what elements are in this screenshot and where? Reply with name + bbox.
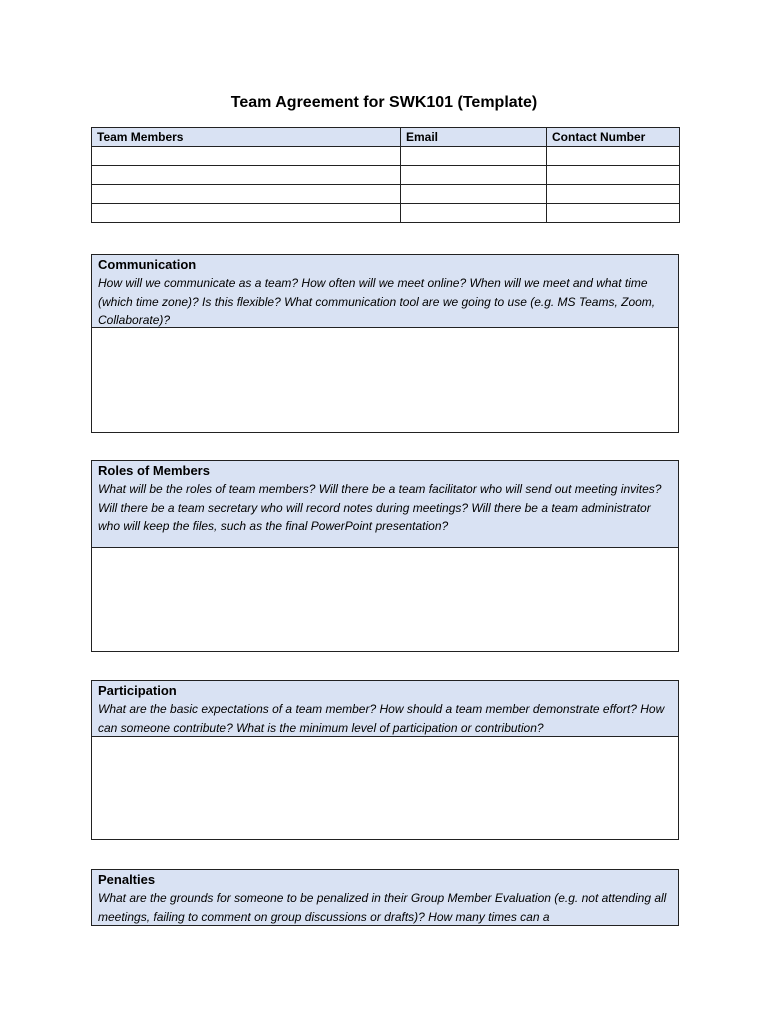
member-email-cell[interactable] — [401, 147, 547, 166]
team-members-table — [91, 127, 680, 223]
penalties-prompt: What are the grounds for someone to be penalized in their Group Member Evaluation (e.g. not attending all meetings, failing to comment on group discussions or drafts)? How many times can a — [98, 891, 667, 924]
roles-response-area[interactable] — [92, 548, 678, 651]
member-name-cell[interactable] — [92, 147, 401, 166]
penalties-section — [91, 869, 679, 926]
participation-response-area[interactable] — [92, 737, 678, 839]
communication-section — [91, 254, 679, 433]
member-contact-cell[interactable] — [547, 185, 680, 204]
roles-prompt: What will be the roles of team members? Will there be a team facilitator who will send out meeting invites? Will there be a team secretary who will record notes during meetings? Will there be a team administrator who will keep the files, such as the final PowerPoint presentation? — [98, 482, 662, 533]
communication-response-area[interactable] — [92, 328, 678, 432]
participation-section — [91, 680, 679, 840]
table-header-row — [92, 128, 680, 147]
member-contact-cell[interactable] — [547, 147, 680, 166]
penalties-title: Penalties — [98, 872, 156, 887]
member-name-cell[interactable] — [92, 185, 401, 204]
roles-title: Roles of Members — [98, 463, 210, 478]
table-row — [92, 147, 680, 166]
column-header-contact-number: Contact Number — [547, 128, 680, 147]
member-email-cell[interactable] — [401, 204, 547, 223]
member-contact-cell[interactable] — [547, 204, 680, 223]
communication-header — [92, 255, 678, 328]
participation-header — [92, 681, 678, 737]
document-title: Team Agreement for SWK101 (Template) — [230, 94, 538, 111]
communication-title: Communication — [98, 257, 197, 272]
table-row — [92, 204, 680, 223]
roles-section — [91, 460, 679, 652]
communication-prompt: How will we communicate as a team? How often will we meet online? When will we meet and what time (which time zone)? Is this flexible? What communication tool are we going to use (e.g. MS Teams, Zoom, Collaborate)? — [98, 276, 656, 327]
roles-header — [92, 461, 678, 548]
column-header-email: Email — [401, 128, 547, 147]
table-row — [92, 166, 680, 185]
penalties-header — [92, 870, 678, 925]
member-email-cell[interactable] — [401, 185, 547, 204]
table-row — [92, 185, 680, 204]
participation-title: Participation — [98, 683, 177, 698]
column-header-team-members: Team Members — [92, 128, 401, 147]
participation-prompt: What are the basic expectations of a team member? How should a team member demonstrate effort? How can someone contribute? What is the minimum level of participation or contribution? — [98, 702, 665, 735]
member-name-cell[interactable] — [92, 166, 401, 185]
member-contact-cell[interactable] — [547, 166, 680, 185]
member-name-cell[interactable] — [92, 204, 401, 223]
member-email-cell[interactable] — [401, 166, 547, 185]
